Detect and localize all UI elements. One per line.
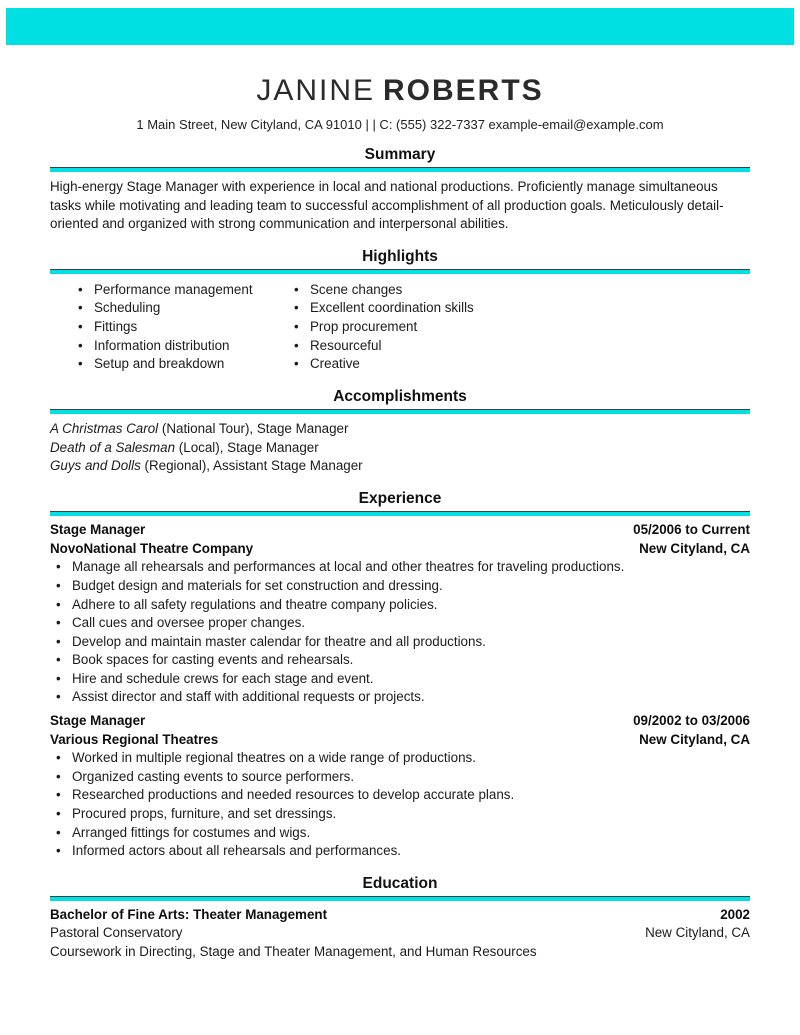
show-title: A Christmas Carol [50,420,159,436]
summary-text: High-energy Stage Manager with experience in local and national productions. Proficiently manage simultaneous tasks while motivating and leading team to successful accomplishment of all production goals. Meticulously detail-oriented and organized with strong communication and interpersonal abilities. [50,179,724,232]
education-coursework-row [50,943,750,962]
job-company: Various Regional Theatres [50,731,219,747]
summary-section [50,146,750,234]
job-dates: 05/2006 to Current [633,522,750,538]
accomplishment-item [50,420,750,439]
last-name: ROBERTS [383,74,544,107]
highlights-column-1 [72,281,288,374]
resume-content [0,74,800,962]
highlight-item: • Resourceful [288,337,474,356]
job-bullet: • Informed actors about all rehearsals and performances. [50,842,750,861]
experience-heading: Experience [358,490,442,508]
education-degree-row [50,906,750,925]
accomplishments-heading: Accomplishments [333,387,467,405]
job-company-row [50,731,750,750]
accomplishment-detail: (Local), Stage Manager [175,439,319,455]
job-entry [50,521,750,707]
job-bullet-list [50,558,750,707]
top-accent-bar [6,8,794,45]
education-school: Pastoral Conservatory [50,925,183,941]
job-entry [50,712,750,861]
section-divider [50,511,750,516]
highlight-item: • Performance management [72,281,288,300]
job-title-row [50,712,750,731]
accomplishment-item [50,457,750,476]
section-divider [50,269,750,274]
job-bullet: • Assist director and staff with additional requests or projects. [50,688,750,707]
section-divider [50,409,750,414]
first-name: JANINE [256,74,375,107]
summary-heading: Summary [364,146,436,163]
name-heading [50,74,750,108]
highlights-heading: Highlights [362,247,438,265]
highlight-item: • Setup and breakdown [72,355,288,374]
highlights-column-2 [288,281,474,374]
contact-line: 1 Main Street, New Cityland, CA 91010 | | C: (555) 322-7337 example-email@example.com [136,117,664,132]
job-company: NovoNational Theatre Company [50,540,254,556]
education-section [50,875,750,962]
highlight-item: • Scheduling [72,299,288,318]
job-title-row [50,521,750,540]
job-title: Stage Manager [50,522,146,538]
job-bullet: • Procured props, furniture, and set dressings. [50,805,750,824]
job-bullet: • Book spaces for casting events and rehearsals. [50,651,750,670]
accomplishment-detail: (National Tour), Stage Manager [158,420,349,436]
highlights-columns [50,281,750,374]
accomplishments-section [50,388,750,476]
highlights-section [50,248,750,374]
accomplishments-list [50,420,750,476]
education-year: 2002 [720,906,750,922]
job-bullet: • Organized casting events to source performers. [50,768,750,787]
job-bullet: • Budget design and materials for set construction and dressing. [50,577,750,596]
job-bullet: • Arranged fittings for costumes and wigs. [50,824,750,843]
job-location: New Cityland, CA [639,731,750,747]
show-title: Death of a Salesman [50,439,176,455]
job-dates: 09/2002 to 03/2006 [633,713,750,729]
education-location: New Cityland, CA [645,925,750,941]
job-bullet: • Call cues and oversee proper changes. [50,614,750,633]
job-bullet: • Adhere to all safety regulations and theatre company policies. [50,596,750,615]
experience-section [50,490,750,861]
highlight-item: • Prop procurement [288,318,474,337]
highlight-item: • Excellent coordination skills [288,299,474,318]
highlight-item: • Fittings [72,318,288,337]
job-bullet-list [50,749,750,861]
education-school-row [50,924,750,943]
show-title: Guys and Dolls [50,458,141,474]
education-heading: Education [362,874,438,892]
education-coursework: Coursework in Directing, Stage and Theater Management, and Human Resources [50,944,537,960]
highlight-item: • Information distribution [72,337,288,356]
accomplishment-detail: (Regional), Assistant Stage Manager [140,458,363,474]
section-divider [50,167,750,172]
job-bullet: • Worked in multiple regional theatres on a wide range of productions. [50,749,750,768]
education-entry [50,906,750,962]
job-bullet: • Manage all rehearsals and performances at local and other theatres for traveling productions. [50,558,750,577]
highlight-item: • Scene changes [288,281,474,300]
job-company-row [50,540,750,559]
education-degree: Bachelor of Fine Arts: Theater Management [50,906,328,922]
job-location: New Cityland, CA [639,540,750,556]
section-divider [50,896,750,901]
accomplishment-item [50,439,750,458]
job-bullet: • Hire and schedule crews for each stage and event. [50,670,750,689]
job-title: Stage Manager [50,713,146,729]
highlight-item: • Creative [288,355,474,374]
job-bullet: • Researched productions and needed resources to develop accurate plans. [50,786,750,805]
job-bullet: • Develop and maintain master calendar for theatre and all productions. [50,633,750,652]
